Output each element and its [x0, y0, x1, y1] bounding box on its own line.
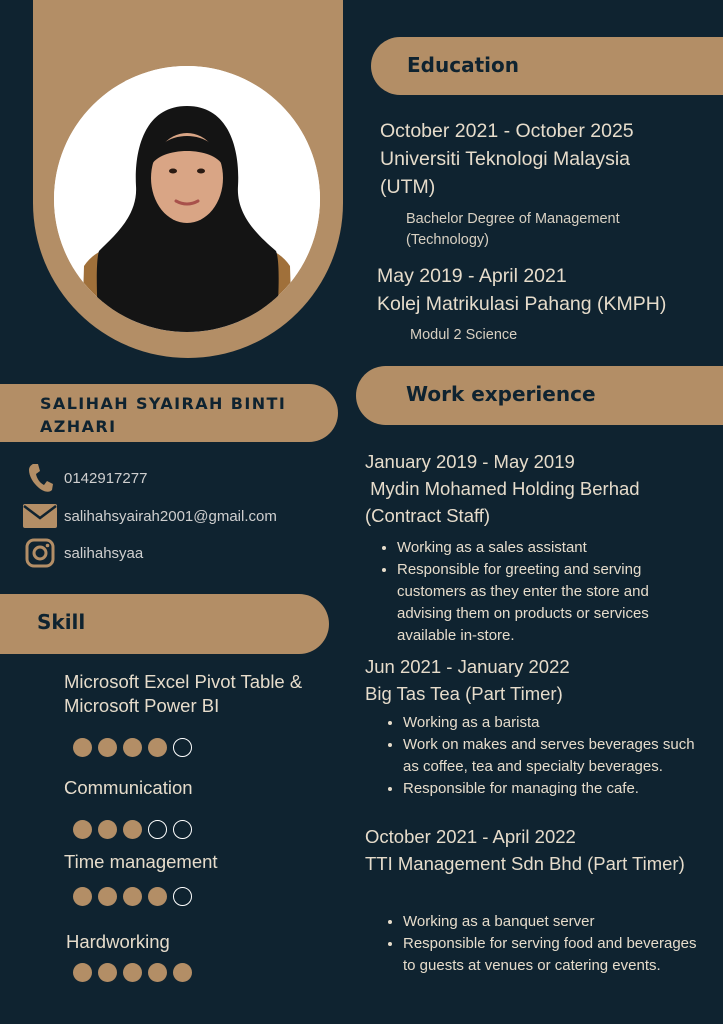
duty-item: • Work on makes and serves beverages such as coffee, tea and specialty beverages. — [403, 734, 695, 778]
phone-row — [22, 462, 147, 494]
rating-dot-filled — [148, 963, 167, 982]
job-line: Mydin Mohamed Holding Berhad — [365, 478, 640, 499]
skill-heading: Skill — [0, 594, 329, 654]
duty-item: • Working as a banquet server — [403, 911, 710, 933]
skill-rating — [73, 820, 192, 839]
rating-dot-filled — [173, 963, 192, 982]
job-line: October 2021 - April 2022 — [365, 826, 576, 847]
job-line: Jun 2021 - January 2022 — [365, 656, 570, 677]
job-entry — [365, 823, 685, 877]
skill-rating — [73, 738, 192, 757]
skill-name: Hardworking — [66, 931, 170, 952]
duty-item: • Responsible for serving food and beverages to guests at venues or catering events. — [403, 933, 710, 977]
rating-dot-filled — [73, 963, 92, 982]
education-line: (UTM) — [380, 176, 436, 198]
phone-icon — [22, 462, 58, 494]
rating-dot-filled — [98, 820, 117, 839]
name-banner — [0, 384, 338, 442]
rating-dot-filled — [123, 820, 142, 839]
instagram-icon — [22, 537, 58, 569]
profile-photo — [54, 66, 320, 332]
education-heading: Education — [371, 37, 723, 95]
email-row — [22, 500, 277, 532]
rating-dot-filled — [123, 738, 142, 757]
rating-dot-filled — [73, 820, 92, 839]
duty-item: • Working as a sales assistant — [397, 537, 699, 559]
rating-dot-filled — [123, 887, 142, 906]
skill-rating — [73, 887, 192, 906]
rating-dot-filled — [98, 887, 117, 906]
job-duties — [385, 911, 710, 977]
rating-dot-filled — [73, 887, 92, 906]
job-entry — [365, 448, 715, 529]
education-detail: Bachelor Degree of Management (Technology) — [406, 211, 620, 248]
rating-dot-empty — [173, 887, 192, 906]
rating-dot-filled — [98, 738, 117, 757]
rating-dot-empty — [148, 820, 167, 839]
job-line: Big Tas Tea (Part Timer) — [365, 683, 563, 704]
education-line: Universiti Teknologi Malaysia — [380, 148, 630, 170]
job-line: January 2019 - May 2019 — [365, 451, 575, 472]
phone-number: 0142917277 — [64, 469, 148, 487]
rating-dot-filled — [123, 963, 142, 982]
rating-dot-filled — [98, 963, 117, 982]
rating-dot-filled — [148, 738, 167, 757]
job-duties — [379, 537, 699, 647]
skill-rating — [73, 963, 192, 982]
skill-name: Microsoft Excel Pivot Table & Microsoft Power BI — [64, 671, 303, 716]
work-heading: Work experience — [356, 366, 723, 425]
education-line: October 2021 - October 2025 — [380, 120, 634, 142]
skill-name: Communication — [64, 777, 193, 798]
job-entry — [365, 653, 715, 707]
rating-dot-empty — [173, 738, 192, 757]
full-name: SALIHAH SYAIRAH BINTI AZHARI — [40, 394, 287, 436]
education-detail: Modul 2 Science — [410, 327, 518, 343]
rating-dot-filled — [73, 738, 92, 757]
job-duties — [385, 712, 695, 800]
duty-item: • Working as a barista — [403, 712, 695, 734]
education-line: Kolej Matrikulasi Pahang (KMPH) — [377, 293, 667, 315]
rating-dot-empty — [173, 820, 192, 839]
instagram-handle: salihahsyaa — [64, 544, 144, 562]
email-address: salihahsyairah2001@gmail.com — [64, 507, 277, 525]
duty-item: • Responsible for managing the cafe. — [403, 778, 695, 800]
job-line: (Contract Staff) — [365, 505, 491, 526]
job-line: TTI Management Sdn Bhd (Part Timer) — [365, 853, 685, 874]
education-entry — [380, 117, 710, 201]
envelope-icon — [22, 500, 58, 532]
education-line: May 2019 - April 2021 — [377, 265, 567, 287]
duty-item: • Responsible for greeting and serving customers as they enter the store and advising them on products or services available in-store. — [397, 559, 699, 647]
skill-name: Time management — [64, 851, 218, 872]
education-entry — [377, 262, 717, 318]
instagram-row — [22, 537, 143, 569]
rating-dot-filled — [148, 887, 167, 906]
